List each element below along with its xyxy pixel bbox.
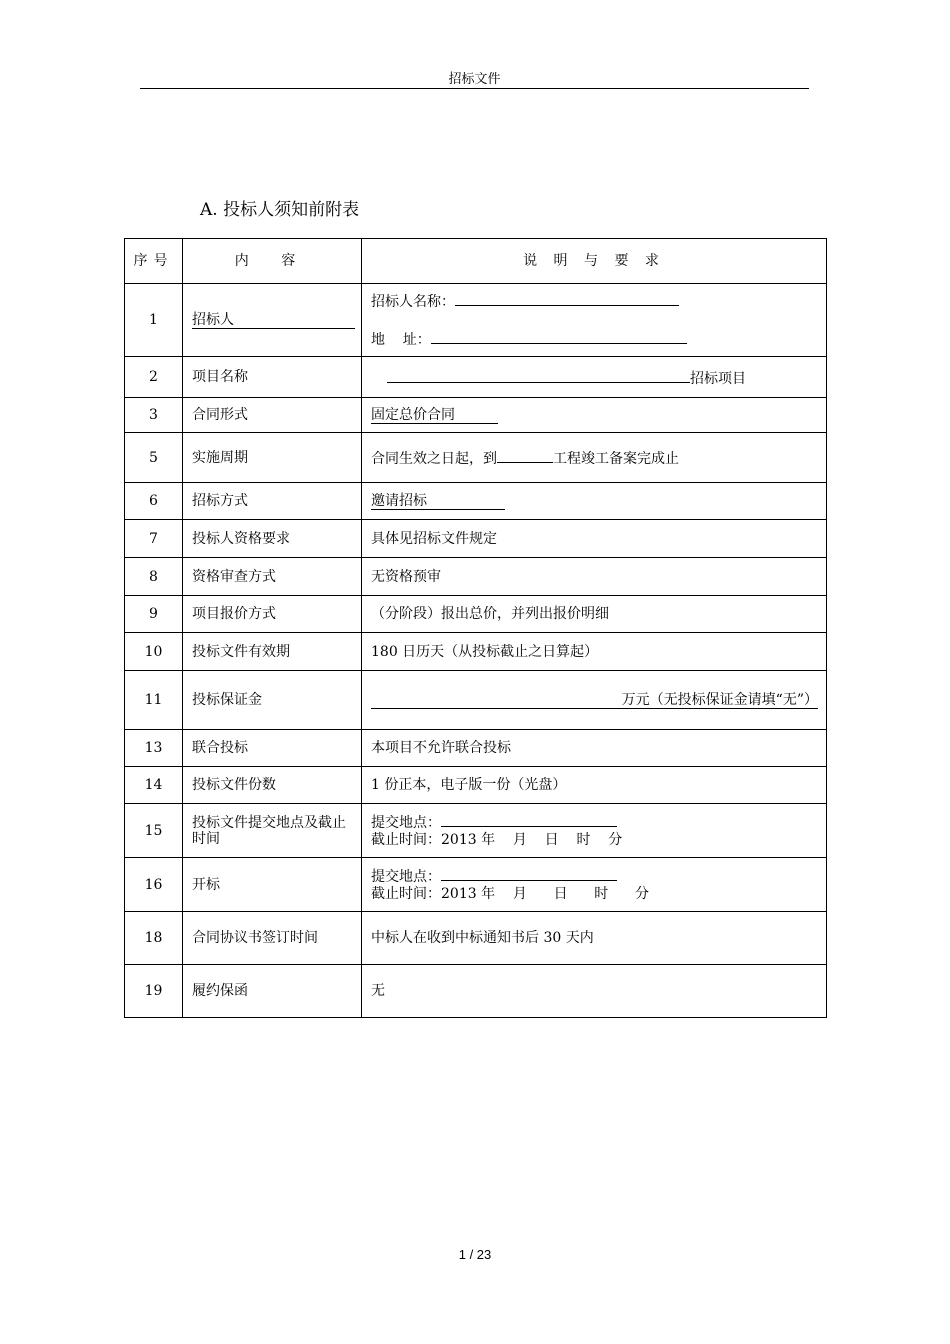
- table-row: [125, 633, 827, 671]
- row-no: 15: [125, 804, 183, 858]
- row-item: 资格审查方式: [183, 558, 362, 596]
- desc-line2: 截止时间：2013 年 月 日 时 分: [371, 832, 623, 848]
- table-row: [125, 558, 827, 596]
- desc-text-b: 工程竣工备案完成止: [553, 451, 679, 467]
- row-desc: 无资格预审: [362, 558, 827, 596]
- row-no: 2: [125, 357, 183, 398]
- row-no: 5: [125, 433, 183, 483]
- row-no: 3: [125, 398, 183, 433]
- page-number: 1 / 23: [458, 1247, 492, 1262]
- row-no: 6: [125, 483, 183, 520]
- table-row: [125, 284, 827, 357]
- row-desc: [362, 284, 827, 357]
- row-desc: 1 份正本，电子版一份（光盘）: [362, 767, 827, 804]
- row-item: 投标文件提交地点及截止时间: [183, 804, 362, 858]
- table-row: [125, 596, 827, 633]
- blank-line: [441, 866, 617, 881]
- table-row: [125, 912, 827, 965]
- row-no: 8: [125, 558, 183, 596]
- header-rule: [140, 88, 809, 89]
- blank-line: [455, 291, 679, 306]
- row-no: 1: [125, 284, 183, 357]
- table-row: [125, 767, 827, 804]
- page-header: 招标文件: [448, 72, 501, 87]
- desc-line1: 招标人名称：: [371, 294, 455, 310]
- row-item: 合同形式: [183, 398, 362, 433]
- row-item: 投标文件份数: [183, 767, 362, 804]
- table-row: [125, 858, 827, 912]
- bid-info-table: [124, 238, 827, 1018]
- row-item: 联合投标: [183, 730, 362, 767]
- row-desc: [362, 671, 827, 730]
- desc-line2: 截止时间：2013 年 月 日 时 分: [371, 886, 649, 902]
- row-desc: 180 日历天（从投标截止之日算起）: [362, 633, 827, 671]
- desc-line2: 地 址：: [371, 332, 431, 348]
- row-item: 开标: [183, 858, 362, 912]
- row-desc: [362, 433, 827, 483]
- row-no: 10: [125, 633, 183, 671]
- table-row: [125, 483, 827, 520]
- table-row: [125, 357, 827, 398]
- blank-line: [387, 368, 690, 383]
- desc-text: 固定总价合同: [371, 407, 498, 424]
- row-no: 14: [125, 767, 183, 804]
- row-item: 招标方式: [183, 483, 362, 520]
- row-desc: （分阶段）报出总价，并列出报价明细: [362, 596, 827, 633]
- row-item: 实施周期: [183, 433, 362, 483]
- table-header-row: [125, 239, 827, 284]
- header-desc: 说 明 与 要 求: [362, 239, 827, 284]
- table-row: [125, 804, 827, 858]
- row-desc: 本项目不允许联合投标: [362, 730, 827, 767]
- row-no: 9: [125, 596, 183, 633]
- row-no: 11: [125, 671, 183, 730]
- row-no: 19: [125, 965, 183, 1018]
- desc-line1: 提交地点：: [371, 869, 441, 885]
- row-item: 投标人资格要求: [183, 520, 362, 558]
- section-title: A. 投标人须知前附表: [200, 200, 360, 220]
- desc-line1: 提交地点：: [371, 815, 441, 831]
- table-row: [125, 398, 827, 433]
- desc-text-a: 合同生效之日起，到: [371, 451, 497, 467]
- row-item: 合同协议书签订时间: [183, 912, 362, 965]
- row-desc: [362, 483, 827, 520]
- row-desc: 中标人在收到中标通知书后 30 天内: [362, 912, 827, 965]
- blank-line: [431, 329, 687, 344]
- header-no: 序号: [125, 239, 183, 284]
- row-item: 投标保证金: [183, 671, 362, 730]
- desc-text: 邀请招标: [371, 493, 505, 510]
- row-no: 13: [125, 730, 183, 767]
- table-row: [125, 671, 827, 730]
- table-row: [125, 520, 827, 558]
- desc-text: 万元（无投标保证金请填“无”）: [371, 692, 818, 709]
- row-item: [183, 284, 362, 357]
- desc-text: 招标项目: [690, 370, 746, 387]
- row-item: 项目报价方式: [183, 596, 362, 633]
- row-no: 7: [125, 520, 183, 558]
- row-desc: [362, 804, 827, 858]
- row-desc: [362, 858, 827, 912]
- blank-line: [497, 448, 553, 463]
- row-desc: [362, 357, 827, 398]
- row-item-text: 招标人: [192, 312, 355, 329]
- table-row: [125, 730, 827, 767]
- row-item: 履约保函: [183, 965, 362, 1018]
- row-desc: [362, 398, 827, 433]
- row-item: 项目名称: [183, 357, 362, 398]
- row-no: 18: [125, 912, 183, 965]
- row-desc: 具体见招标文件规定: [362, 520, 827, 558]
- blank-line: [441, 812, 617, 827]
- row-item: 投标文件有效期: [183, 633, 362, 671]
- row-no: 16: [125, 858, 183, 912]
- header-item: 内 容: [183, 239, 362, 284]
- row-desc: 无: [362, 965, 827, 1018]
- table-row: [125, 965, 827, 1018]
- table-row: [125, 433, 827, 483]
